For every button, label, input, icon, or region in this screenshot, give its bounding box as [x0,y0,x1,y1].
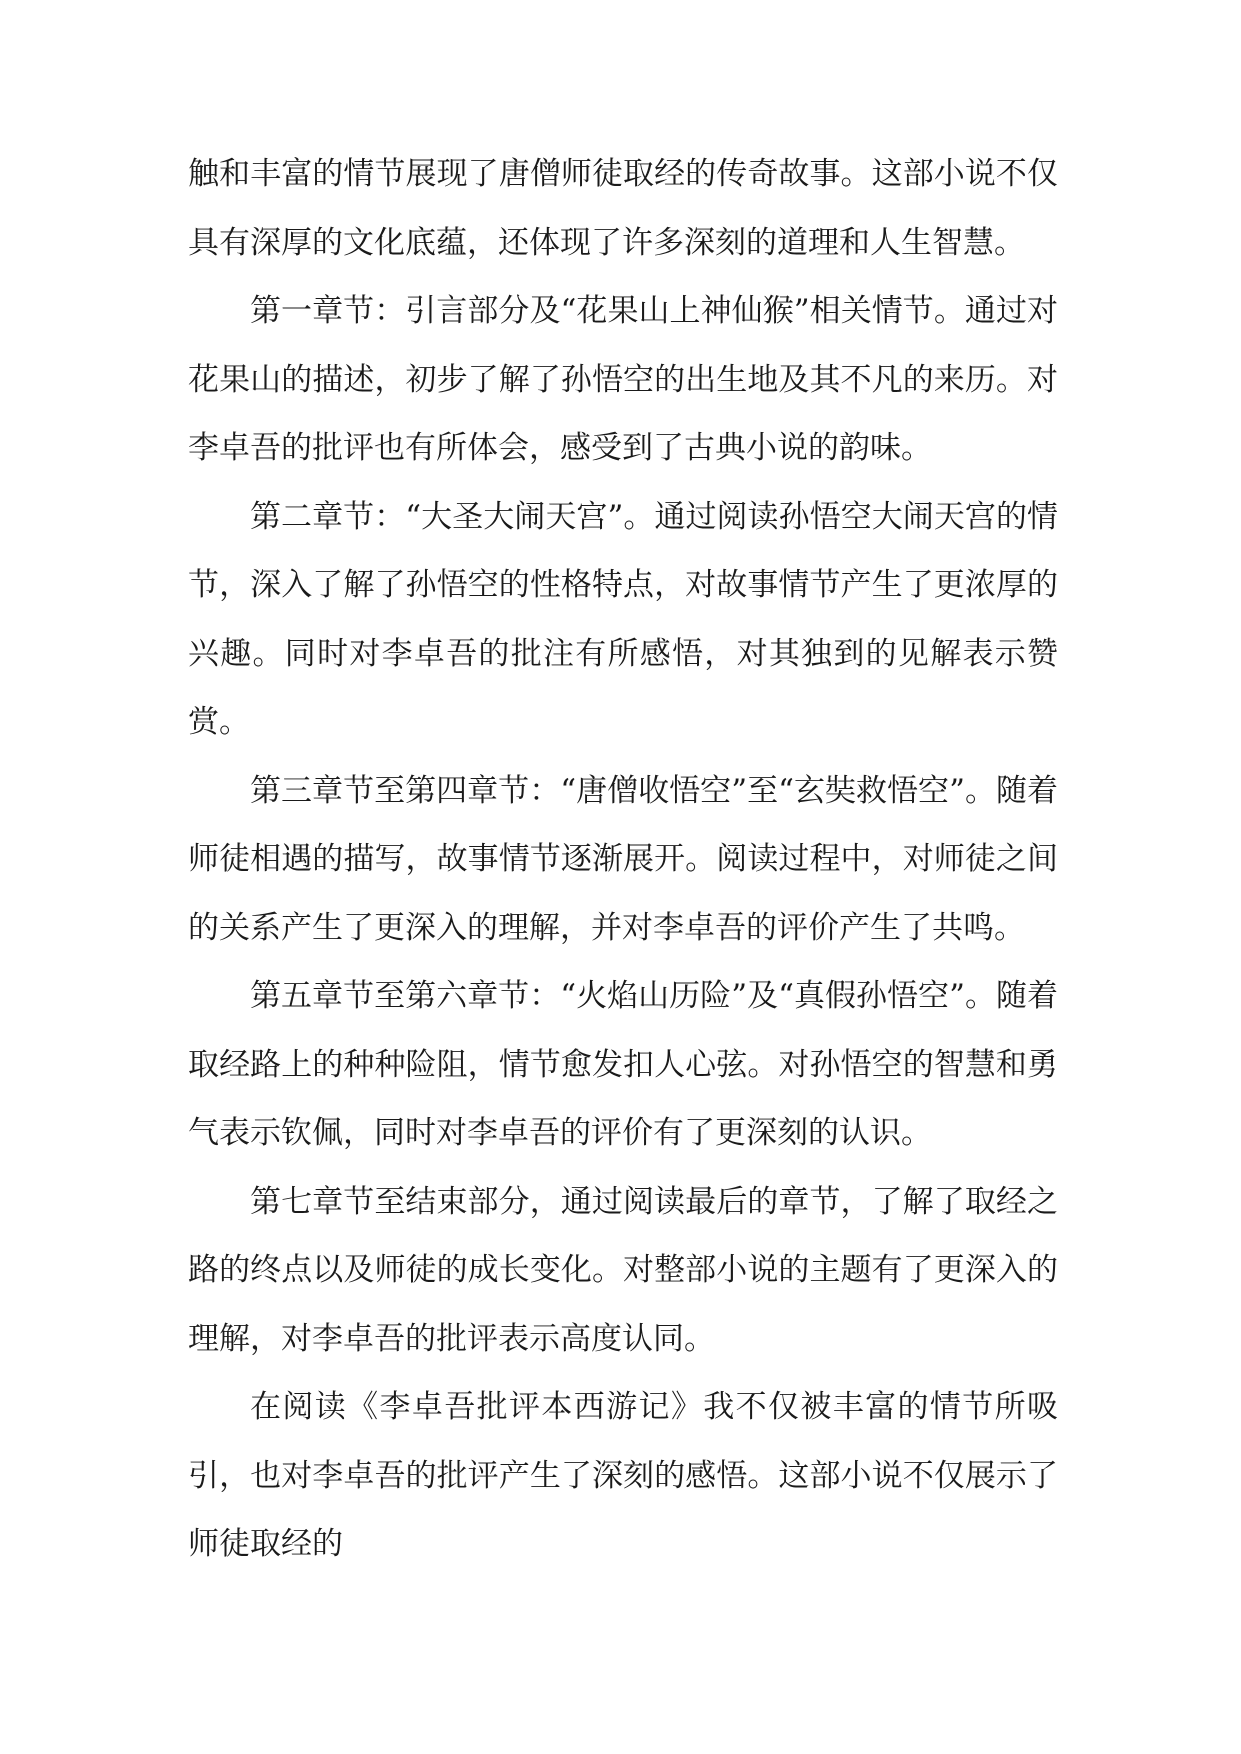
paragraph-chapter-seven-end: 第七章节至结束部分，通过阅读最后的章节，了解了取经之路的终点以及师徒的成长变化。对整部小说的主题有了更深入的理解，对李卓吾的批评表示高度认同。 [188,1183,1058,1357]
paragraph-chapter-five-six: 第五章节至第六章节：“火焰山历险”及“真假孙悟空”。随着取经路上的种种险阻，情节愈发扣人心弦。对孙悟空的智慧和勇气表示钦佩，同时对李卓吾的评价有了更深刻的认识。 [188,978,1058,1151]
paragraph-chapter-one: 第一章节：引言部分及“花果山上神仙猴”相关情节。通过对花果山的描述，初步了解了孙悟空的出生地及其不凡的来历。对李卓吾的批评也有所体会，感受到了古典小说的韵味。 [188,293,1058,466]
paragraph-chapter-three-four: 第三章节至第四章节：“唐僧收悟空”至“玄奘救悟空”。随着师徒相遇的描写，故事情节逐渐展开。阅读过程中，对师徒之间的关系产生了更深入的理解，并对李卓吾的评价产生了共鸣。 [188,772,1058,946]
document-body [188,140,1058,1579]
paragraph-chapter-two: 第二章节：“大圣大闹天宫”。通过阅读孙悟空大闹天宫的情节，深入了解了孙悟空的性格特点，对故事情节产生了更浓厚的兴趣。同时对李卓吾的批注有所感悟，对其独到的见解表示赞赏。 [188,498,1058,740]
paragraph-intro-continuation: 触和丰富的情节展现了唐僧师徒取经的传奇故事。这部小说不仅具有深厚的文化底蕴，还体现了许多深刻的道理和人生智慧。 [188,156,1058,261]
paragraph-conclusion: 在阅读《李卓吾批评本西游记》我不仅被丰富的情节所吸引，也对李卓吾的批评产生了深刻的感悟。这部小说不仅展示了师徒取经的 [188,1389,1058,1562]
